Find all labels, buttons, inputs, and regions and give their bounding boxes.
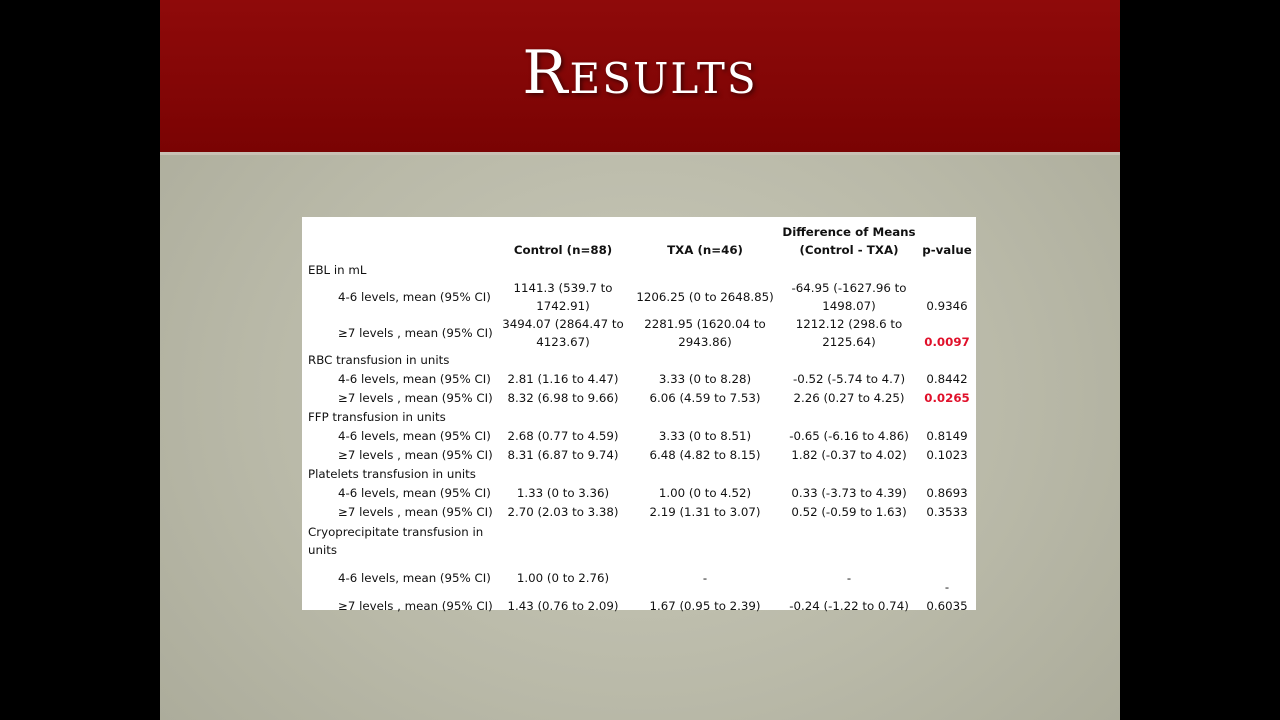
difference-value: 2.26 (0.27 to 4.25) <box>793 391 905 406</box>
txa-value: 6.48 (4.82 to 8.15) <box>649 448 761 463</box>
table-row <box>302 369 976 389</box>
control-value: 1.33 (0 to 3.36) <box>516 485 610 500</box>
control-value: 1.00 (0 to 2.76) <box>516 571 610 585</box>
row-label: 4-6 levels, mean (95% CI) <box>338 571 491 585</box>
table-row <box>302 483 976 503</box>
section-filler <box>496 351 976 369</box>
row-label: ≥7 levels , mean (95% CI) <box>338 505 493 520</box>
slide-header <box>160 0 1120 155</box>
table-row <box>302 596 976 616</box>
slide <box>160 0 1120 720</box>
difference-value: -0.65 (-6.16 to 4.86) <box>789 428 909 443</box>
txa-value: 1206.25 (0 to 2648.85) <box>636 290 774 304</box>
section-row <box>302 351 976 369</box>
table-row <box>302 446 976 466</box>
control-value: 2.70 (2.03 to 3.38) <box>507 505 619 520</box>
table-row <box>302 315 976 351</box>
control-value: 3494.07 (2864.47 to 4123.67) <box>502 317 624 349</box>
control-value: 8.31 (6.87 to 9.74) <box>507 448 619 463</box>
difference-value: -64.95 (-1627.96 to 1498.07) <box>791 281 907 313</box>
difference-value: -0.24 (-1.22 to 0.74) <box>789 598 909 613</box>
row-label: ≥7 levels , mean (95% CI) <box>338 448 493 463</box>
table-row <box>302 389 976 409</box>
table-row <box>302 560 976 596</box>
difference-value: 1.82 (-0.37 to 4.02) <box>791 448 907 463</box>
control-value: 1.43 (0.76 to 2.09) <box>507 598 619 613</box>
row-label: ≥7 levels , mean (95% CI) <box>338 391 493 406</box>
slide-title: Results <box>522 38 758 108</box>
difference-value: 1212.12 (298.6 to 2125.64) <box>795 317 903 349</box>
section-filler <box>496 261 976 279</box>
control-value: 2.68 (0.77 to 4.59) <box>507 428 619 443</box>
p-value: 0.3533 <box>926 505 968 520</box>
txa-value: 2281.95 (1620.04 to 2943.86) <box>644 317 766 349</box>
p-value: - <box>944 580 950 594</box>
table-header-row <box>302 217 976 261</box>
header-difference-line1: Difference of Means <box>782 225 916 239</box>
section-label: Platelets transfusion in units <box>308 467 476 481</box>
results-table-container <box>302 217 976 613</box>
difference-value: 0.52 (-0.59 to 1.63) <box>791 505 907 520</box>
p-value: 0.8693 <box>926 485 968 500</box>
section-row <box>302 522 976 560</box>
p-value: 0.8442 <box>926 371 968 386</box>
section-label: FFP transfusion in units <box>308 410 446 424</box>
table-row <box>302 279 976 315</box>
header-empty-cell <box>302 217 496 261</box>
difference-value: -0.52 (-5.74 to 4.7) <box>792 371 906 386</box>
control-value: 8.32 (6.98 to 9.66) <box>507 391 619 406</box>
header-difference-line2: (Control - TXA) <box>799 243 899 257</box>
results-table <box>302 217 976 616</box>
p-value: 0.8149 <box>926 428 968 443</box>
row-label: 4-6 levels, mean (95% CI) <box>338 485 491 500</box>
control-value: 1141.3 (539.7 to 1742.91) <box>513 281 613 313</box>
row-label: 4-6 levels, mean (95% CI) <box>338 428 491 443</box>
txa-value: 6.06 (4.59 to 7.53) <box>649 391 761 406</box>
txa-value: 1.00 (0 to 4.52) <box>658 485 752 500</box>
section-label: EBL in mL <box>308 263 367 277</box>
header-difference <box>780 217 918 261</box>
p-value: 0.1023 <box>926 448 968 463</box>
table-row <box>302 426 976 446</box>
txa-value: 2.19 (1.31 to 3.07) <box>649 505 761 520</box>
section-row <box>302 408 976 426</box>
difference-value: 0.33 (-3.73 to 4.39) <box>791 485 907 500</box>
control-value: 2.81 (1.16 to 4.47) <box>507 371 619 386</box>
row-label: ≥7 levels , mean (95% CI) <box>338 326 493 340</box>
table-row <box>302 503 976 523</box>
section-row <box>302 261 976 279</box>
header-txa: TXA (n=46) <box>667 243 743 257</box>
txa-value: 1.67 (0.95 to 2.39) <box>649 598 761 613</box>
section-label: RBC transfusion in units <box>308 353 450 367</box>
txa-value: - <box>702 571 708 585</box>
row-label: 4-6 levels, mean (95% CI) <box>338 290 491 304</box>
difference-value: - <box>846 571 852 585</box>
header-pvalue: p-value <box>922 243 972 257</box>
txa-value: 3.33 (0 to 8.51) <box>658 428 752 443</box>
p-value: 0.0097 <box>924 335 970 349</box>
section-filler <box>496 522 976 560</box>
row-label: ≥7 levels , mean (95% CI) <box>338 598 493 613</box>
txa-value: 3.33 (0 to 8.28) <box>658 371 752 386</box>
header-control: Control (n=88) <box>513 243 613 257</box>
section-row <box>302 465 976 483</box>
p-value: 0.6035 <box>926 598 968 613</box>
section-label: Cryoprecipitate transfusion in units <box>308 525 484 557</box>
row-label: 4-6 levels, mean (95% CI) <box>338 371 491 386</box>
section-filler <box>496 408 976 426</box>
section-filler <box>496 465 976 483</box>
p-value: 0.0265 <box>924 391 970 406</box>
p-value: 0.9346 <box>926 299 968 313</box>
